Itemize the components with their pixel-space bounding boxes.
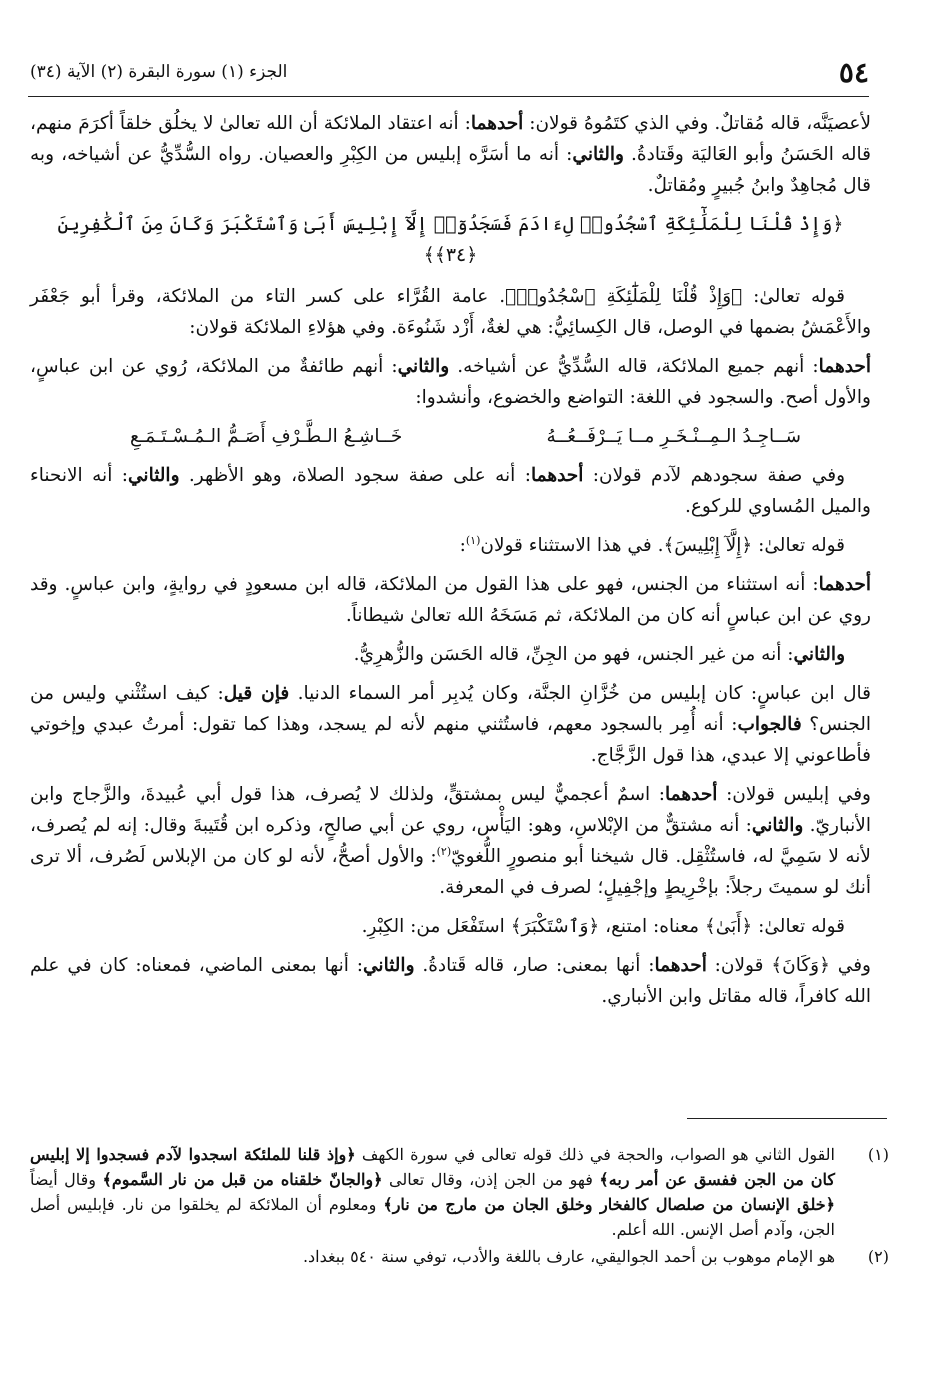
paragraph-2 <box>30 281 871 343</box>
bold-term: فإن قيل <box>223 683 290 704</box>
text-run: : أنهم طائفةٌ من الملائكة، رُوي عن ابن عباسٍ، والأول أصح. والسجود في اللغة: التواضع والخضوع، وأنشدوا: <box>30 356 871 408</box>
text-run: قوله تعالىٰ: ﴿أَبَىٰ﴾ معناه: امتنع، ﴿وَٱسْتَكْبَرَ﴾ استَفْعَل من: الكِبْرِ. <box>361 916 845 937</box>
text-run: : أنها بمعنى الماضي، فمعناه: كان في علم الله كافراً، قاله مقاتل وابن الأنباري. <box>30 955 871 1007</box>
text-run: وفي ﴿وَكَانَ﴾ قولان: <box>706 955 871 976</box>
text-run: وقال أيضاً <box>30 1170 103 1189</box>
paragraph-3 <box>30 351 871 413</box>
paragraph-7 <box>30 639 871 670</box>
paragraph-6 <box>30 569 871 631</box>
text-run: قوله تعالىٰ: ﴿وَإِذْ قُلْنَا لِلْمَلَٰٓئِكَةِ ٱسْجُدُوا۟﴾. عامة القُرَّاء على كسر التاء من الملائكة، وقرأ أبو جَعْفَر والأَعْمَشُ بضمها في الوصل، قال الكِسائِيُّ: هي لغةٌ، أَزْد شَنُوءَة. وفي هؤلاءِ الملائكة قولان: <box>30 286 871 338</box>
text-run: القول الثاني هو الصواب، والحجة في ذلك قوله تعالى في سورة الكهف <box>355 1145 835 1164</box>
text-run: : أنه ما أسَرَّه إبليس من الكِبْرِ والعصيان. رواه السُّدِّيُّ عن أشياخه، وبه قال مُجاهِدٌ وابنُ جُبيرٍ ومُقاتلٌ. <box>30 144 871 196</box>
bold-term: أحدهما <box>665 784 718 805</box>
poem-second-hemistich: خَــاشِـعُ الـطَّـرْفِ أَصَـمُّ الـمُـسْـتَـمَـعِ <box>130 426 403 447</box>
text-run: : اسمٌ أعجميٌّ ليس بمشتقٍّ، ولذلك لا يُصرف، هذا قول أبي عُبيدةَ، والزَّجاج وابن الأنباريّ. <box>30 784 872 836</box>
footnote-1 <box>30 1142 889 1242</box>
bold-verse: ﴿خلق الإنسان من صلصال كالفخار وخلق الجان من مارج من نار﴾ <box>383 1195 836 1214</box>
paragraph-9 <box>30 779 871 903</box>
bold-verse: ﴿وإذ قلنا للملئكة اسجدوا لآدم فسجدوا إلا إبليس كان من الجن ففسق عن أمر ربه﴾ <box>30 1145 836 1189</box>
bold-term: أحدهما <box>530 465 584 486</box>
text-run: وفي إبليس قولان: <box>717 784 871 805</box>
bold-term: والثاني <box>397 356 450 377</box>
text-run: : أنه من غير الجنس، فهو من الجِنِّ، قاله الحَسَن والزُّهرِيُّ. <box>353 644 794 665</box>
bold-term: أحدهما <box>470 113 524 134</box>
text-run: : أنه استثناء من الجنس، فهو على هذا القول من الملائكة، قاله ابن مسعودٍ في روايةٍ، وابن عباسٍ. وقد روي عن ابن عباسٍ أنه كان من الملائكة، ثم مَسَخَهُ الله تعالىٰ شيطاناً. <box>30 574 871 626</box>
paragraph-5 <box>30 530 871 561</box>
text-run: : أنه على صفة سجود الصلاة، وهو الأظهر. <box>179 465 531 486</box>
bold-term: والثاني <box>751 815 804 836</box>
text-run: وفي صفة سجودهم لآدم قولان: <box>583 465 846 486</box>
quran-verse: ﴿وَإِذْ قُلْنَا لِلْمَلَٰٓئِكَةِ ٱسْجُدُوا۟ لِءَادَمَ فَسَجَدُوٓا۟ إِلَّآ إِبْلِيسَ أَبَىٰ وَٱسْتَكْبَرَ وَكَانَ مِنَ ٱلْكَٰفِرِينَ ﴿٣٤﴾﴾ <box>57 213 844 266</box>
bold-term: أحدهما <box>818 574 871 595</box>
bold-term: أحدهما <box>654 955 707 976</box>
text-run: : أنه الانحناء والميل المُساوي للركوع. <box>30 465 871 517</box>
footnote-ref-2: (٢) <box>436 844 452 858</box>
footnote-ref-1: (١) <box>465 533 481 547</box>
header-rule <box>28 96 869 97</box>
text-run: : أنهم جميع الملائكة، قاله السُّدِّيُّ عن أشياخه. <box>449 356 819 377</box>
page-header <box>30 52 869 92</box>
bold-term: والثاني <box>363 955 415 976</box>
text-run: : <box>459 535 466 556</box>
text-run: : أنه مشتقٌّ من الإبْلاسِ، وهو: اليَأْس، روي عن أبي صالحٍ، وذكره ابن قُتَيبةَ وقال: إنه لم يُصرف، لأنه لا سَمِيَّ له، فاستُثْقِل. قال شيخنا أبو منصورٍ اللُّغويّ <box>30 815 871 867</box>
text-run: : أنها بمعنى: صار، قاله قَتادةُ. <box>414 955 655 976</box>
paragraph-1 <box>30 108 871 201</box>
footnote-number: (٢) <box>867 1247 889 1266</box>
text-run: ومعلوم أن الملائكة لم يخلقوا من نار. فإبليس أصل الجن، وآدم أصل الإنس. الله أعلم. <box>30 1195 835 1239</box>
footnote-text <box>30 1142 835 1242</box>
bold-term: والثاني <box>572 144 624 165</box>
running-title: الجزء (١) سورة البقرة (٢) الآية (٣٤) <box>30 62 288 82</box>
bold-term: والثاني <box>793 644 845 665</box>
bold-term: والثاني <box>128 465 180 486</box>
poetry-verse <box>30 421 871 452</box>
main-text <box>30 108 871 1020</box>
paragraph-4 <box>30 460 871 522</box>
page-number: ٥٤ <box>838 55 869 89</box>
text-run: : أنه اعتقاد الملائكة أن الله تعالىٰ لا يخلُق خلقاً أكرَمَ منهم، قاله الحَسَنُ وأبو العَاليَة وقَتادةُ. <box>30 113 872 165</box>
text-run: قوله تعالىٰ: ﴿إِلَّآ إِبْلِيسَ﴾. في هذا الاستثناء قولان <box>480 535 845 556</box>
text-run: : كيف استُثْني وليس من الجنس؟ <box>30 683 872 735</box>
footnote-text: هو الإمام موهوب بن أحمد الجواليقي، عارف باللغة والأدب، توفي سنة ٥٤٠ ببغداد. <box>302 1247 835 1266</box>
bold-term: فالجواب <box>737 714 802 735</box>
text-run: : أنه أُمِر بالسجود معهم، فاستُثني منهم لأنه لم يسجد، وهذا كما تقول: أمرتُ عبدي وإخوتي فأطاعوني إلا عبدي، هذا قول الزَّجَّاج. <box>30 714 871 766</box>
footnote-number: (١) <box>867 1145 889 1164</box>
footnote-2 <box>30 1244 889 1269</box>
text-run: لأعصيَنَّه، قاله مُقاتلٌ. وفي الذي كتَمُوهُ قولان: <box>523 113 871 134</box>
bold-verse: ﴿والجانّ خلقناه من قبل من نار السَّموم﴾ <box>102 1170 383 1189</box>
bold-term: أحدهما <box>818 356 871 377</box>
poem-first-hemistich: سَــاجِـدُ الـمِــنْـخَـرِ مــا يَــرْفَــعُــهُ <box>546 426 801 447</box>
footnote-separator <box>687 1118 887 1119</box>
paragraph-10 <box>30 911 871 942</box>
paragraph-8 <box>30 678 871 771</box>
text-run: قال ابن عباسٍ: كان إبليس من خُزَّانِ الجنَّة، وكان يُدبِر أمر السماء الدنيا. <box>289 683 871 704</box>
footnotes <box>30 1142 889 1271</box>
text-run: فهو من الجن إذن، وقال تعالى <box>382 1170 600 1189</box>
paragraph-11 <box>30 950 871 1012</box>
text-run: : والأول أصحُّ، لأنه لو كان من الإبلاس لَصُرف، ألا ترى أنك لو سميتَ رجلاً: بإخْرِيطٍ وإجْفِيلٍ؛ لصرف في المعرفة. <box>30 846 871 898</box>
